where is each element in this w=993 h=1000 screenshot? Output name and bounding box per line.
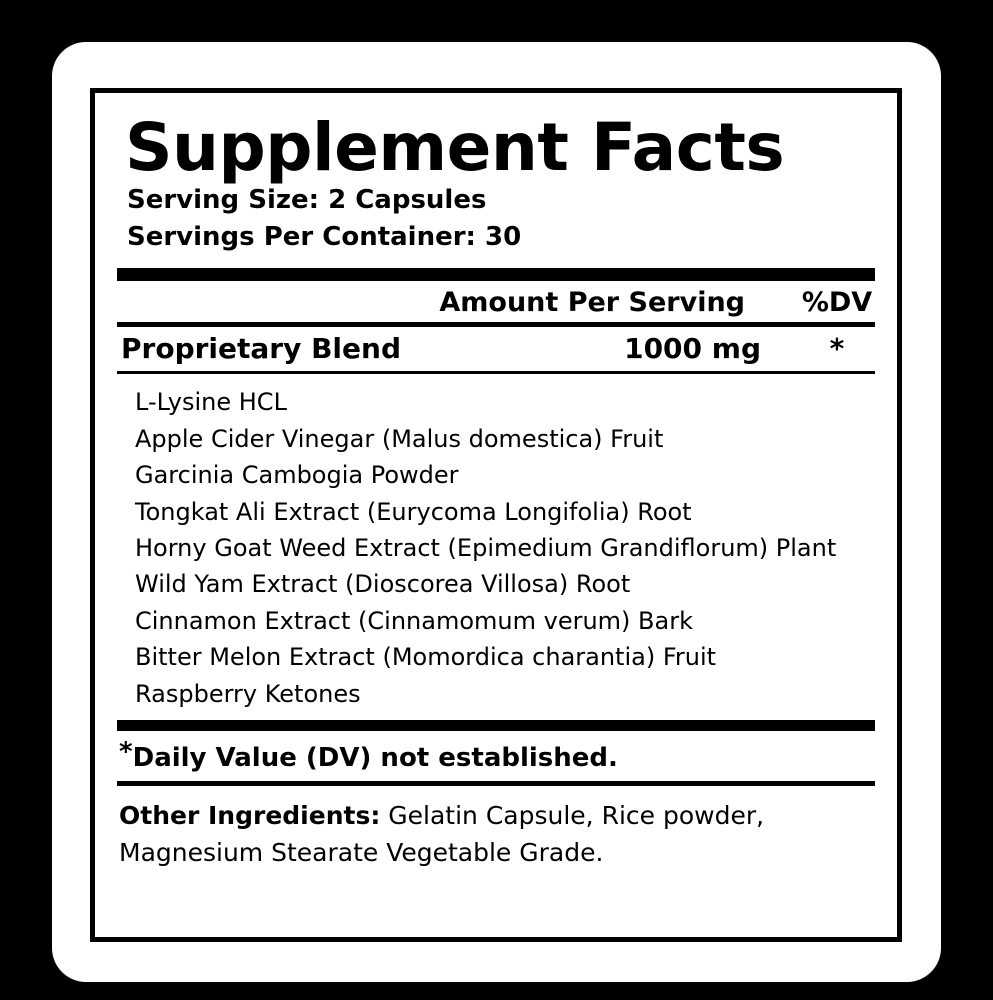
servings-per-container: Servings Per Container: 30 xyxy=(127,222,522,253)
table-header-row xyxy=(117,281,875,322)
list-item: Cinnamon Extract (Cinnamomum verum) Bark xyxy=(135,606,693,635)
list-item: Wild Yam Extract (Dioscorea Villosa) Root xyxy=(135,570,631,599)
list-item: Garcinia Cambogia Powder xyxy=(135,461,459,490)
list-item: Horny Goat Weed Extract (Epimedium Grandiflorum) Plant xyxy=(135,533,837,562)
other-ingredients-label: Other Ingredients: xyxy=(119,801,381,831)
divider-thick-top xyxy=(117,268,875,281)
list-item: Apple Cider Vinegar (Malus domestica) Fruit xyxy=(135,424,664,453)
serving-size: Serving Size: 2 Capsules xyxy=(127,185,487,216)
table-row xyxy=(117,327,875,371)
supplement-label-card xyxy=(52,42,941,982)
list-item: Raspberry Ketones xyxy=(135,679,361,708)
blend-dv: * xyxy=(829,332,845,366)
divider-thick-bottom xyxy=(117,720,875,731)
column-header-dv: %DV xyxy=(801,287,873,319)
other-ingredients xyxy=(117,786,875,871)
other-ingredients-text: Gelatin Capsule, Rice powder, Magnesium Stearate Vegetable Grade. xyxy=(119,801,765,867)
column-header-amount: Amount Per Serving xyxy=(439,287,745,319)
blend-name: Proprietary Blend xyxy=(121,332,401,366)
asterisk-icon: * xyxy=(119,737,133,768)
ingredient-list xyxy=(117,384,875,712)
list-item: Tongkat Ali Extract (Eurycoma Longifolia) Root xyxy=(135,497,692,526)
list-item: Bitter Melon Extract (Momordica charantia) Fruit xyxy=(135,643,717,672)
page-title: Supplement Facts xyxy=(125,109,785,186)
daily-value-footnote xyxy=(117,731,875,781)
supplement-facts-panel xyxy=(90,88,902,942)
footnote-text: Daily Value (DV) not established. xyxy=(132,743,618,774)
divider-under-blend xyxy=(117,371,875,374)
list-item: L-Lysine HCL xyxy=(135,388,287,417)
blend-amount: 1000 mg xyxy=(624,332,761,366)
